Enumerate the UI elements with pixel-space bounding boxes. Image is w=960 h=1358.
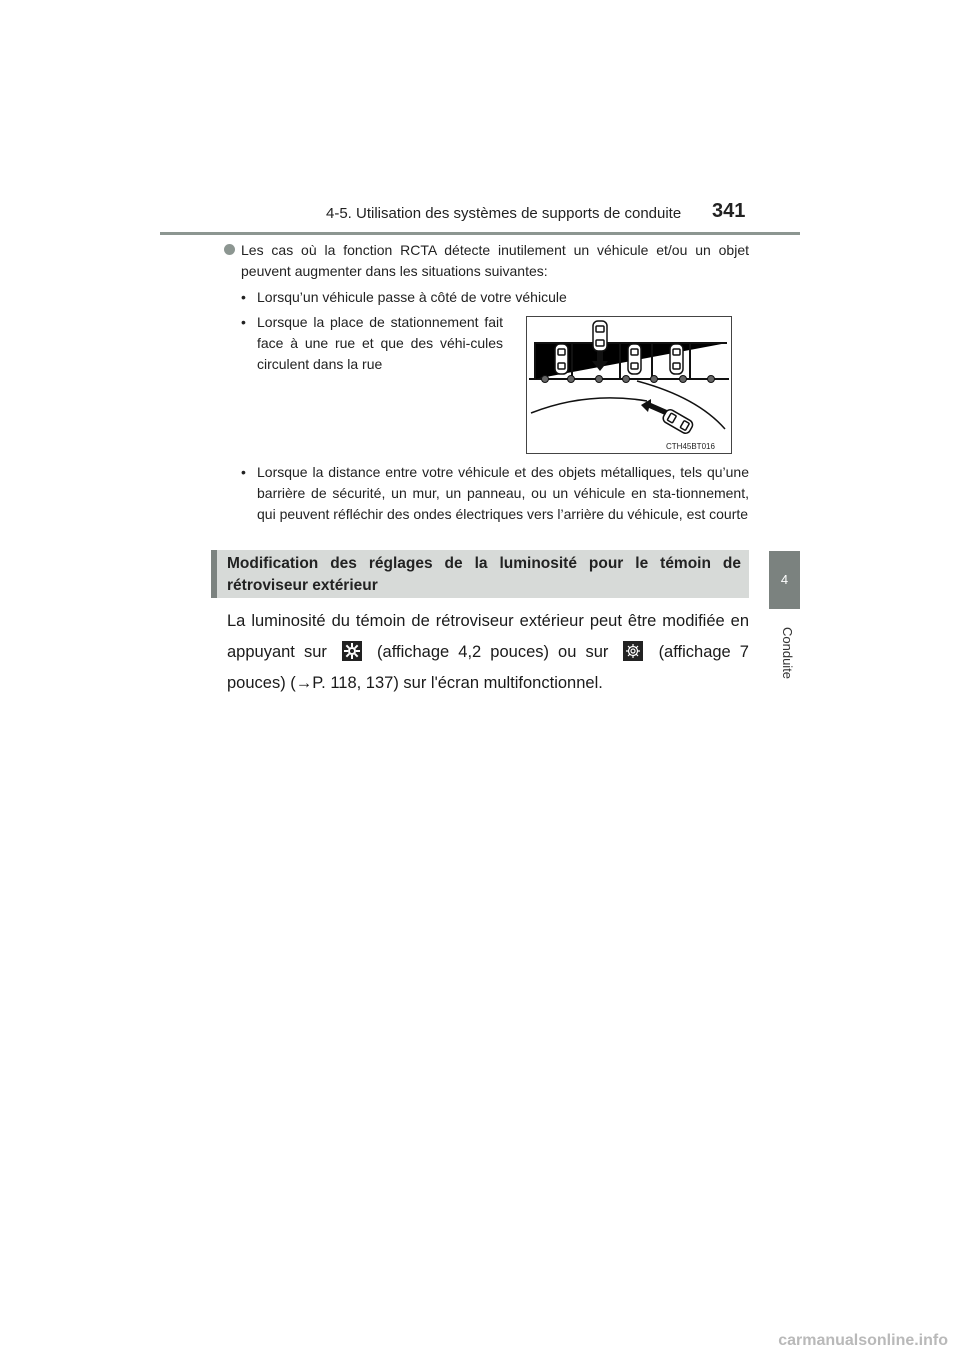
list-item — [241, 312, 503, 375]
list-item-text: Lorsque la distance entre votre véhicule et des objets métalliques, tels qu’une barrière de sécurité, un mur, un panneau, ou un véhicule en sta-tionnement, qui peuvent réfléchir des ondes électriques vers l’arrière du véhicule, est courte — [257, 464, 749, 522]
list-item — [241, 287, 749, 308]
page-reference[interactable]: P. 118, 137) sur l'écran multifonctionnel. — [312, 674, 603, 692]
body-paragraph — [227, 606, 749, 699]
list-bullet: • — [241, 464, 246, 480]
bullet-icon — [224, 244, 235, 255]
body-text-part: (affichage 4,2 pouces) ou sur — [377, 643, 609, 661]
list-bullet: • — [241, 314, 246, 330]
parking-illustration — [526, 316, 732, 454]
section-title: Modification des réglages de la luminosité pour le témoin de rétroviseur extérieur — [227, 555, 741, 594]
body-text-part: (affichage 7 pouces) ( — [227, 643, 749, 692]
parked-car-icon — [555, 344, 568, 374]
list-item — [241, 462, 749, 525]
parking-diagram — [527, 317, 731, 453]
list-item-text: Lorsque la place de stationnement fait face à une rue et que des véhi-cules circulent dans la rue — [257, 314, 503, 372]
list-bullet: • — [241, 289, 246, 305]
intro-paragraph: Les cas où la fonction RCTA détecte inutilement un véhicule et/ou un objet peuvent augmenter dans les situations suivantes: — [241, 242, 749, 279]
body-text-part: La luminosité du témoin de rétroviseur extérieur peut être modifiée en appuyant sur — [227, 612, 749, 661]
section-accent-bar — [211, 550, 217, 598]
chapter-label: Conduite — [780, 627, 795, 680]
header-title: 4-5. Utilisation des systèmes de supports de conduite — [326, 205, 682, 222]
figure-code: CTH45BT016 — [666, 442, 715, 451]
settings-gear-outline-icon — [623, 641, 643, 661]
arrow-symbol: → — [295, 674, 313, 692]
list-item-text: Lorsqu’un véhicule passe à côté de votre véhicule — [257, 289, 567, 305]
watermark: carmanualsonline.info — [778, 1332, 948, 1349]
settings-gear-filled-icon — [342, 641, 362, 661]
page-number: 341 — [712, 200, 746, 222]
chapter-tab[interactable]: 4 — [769, 551, 800, 609]
header-divider — [160, 232, 800, 235]
